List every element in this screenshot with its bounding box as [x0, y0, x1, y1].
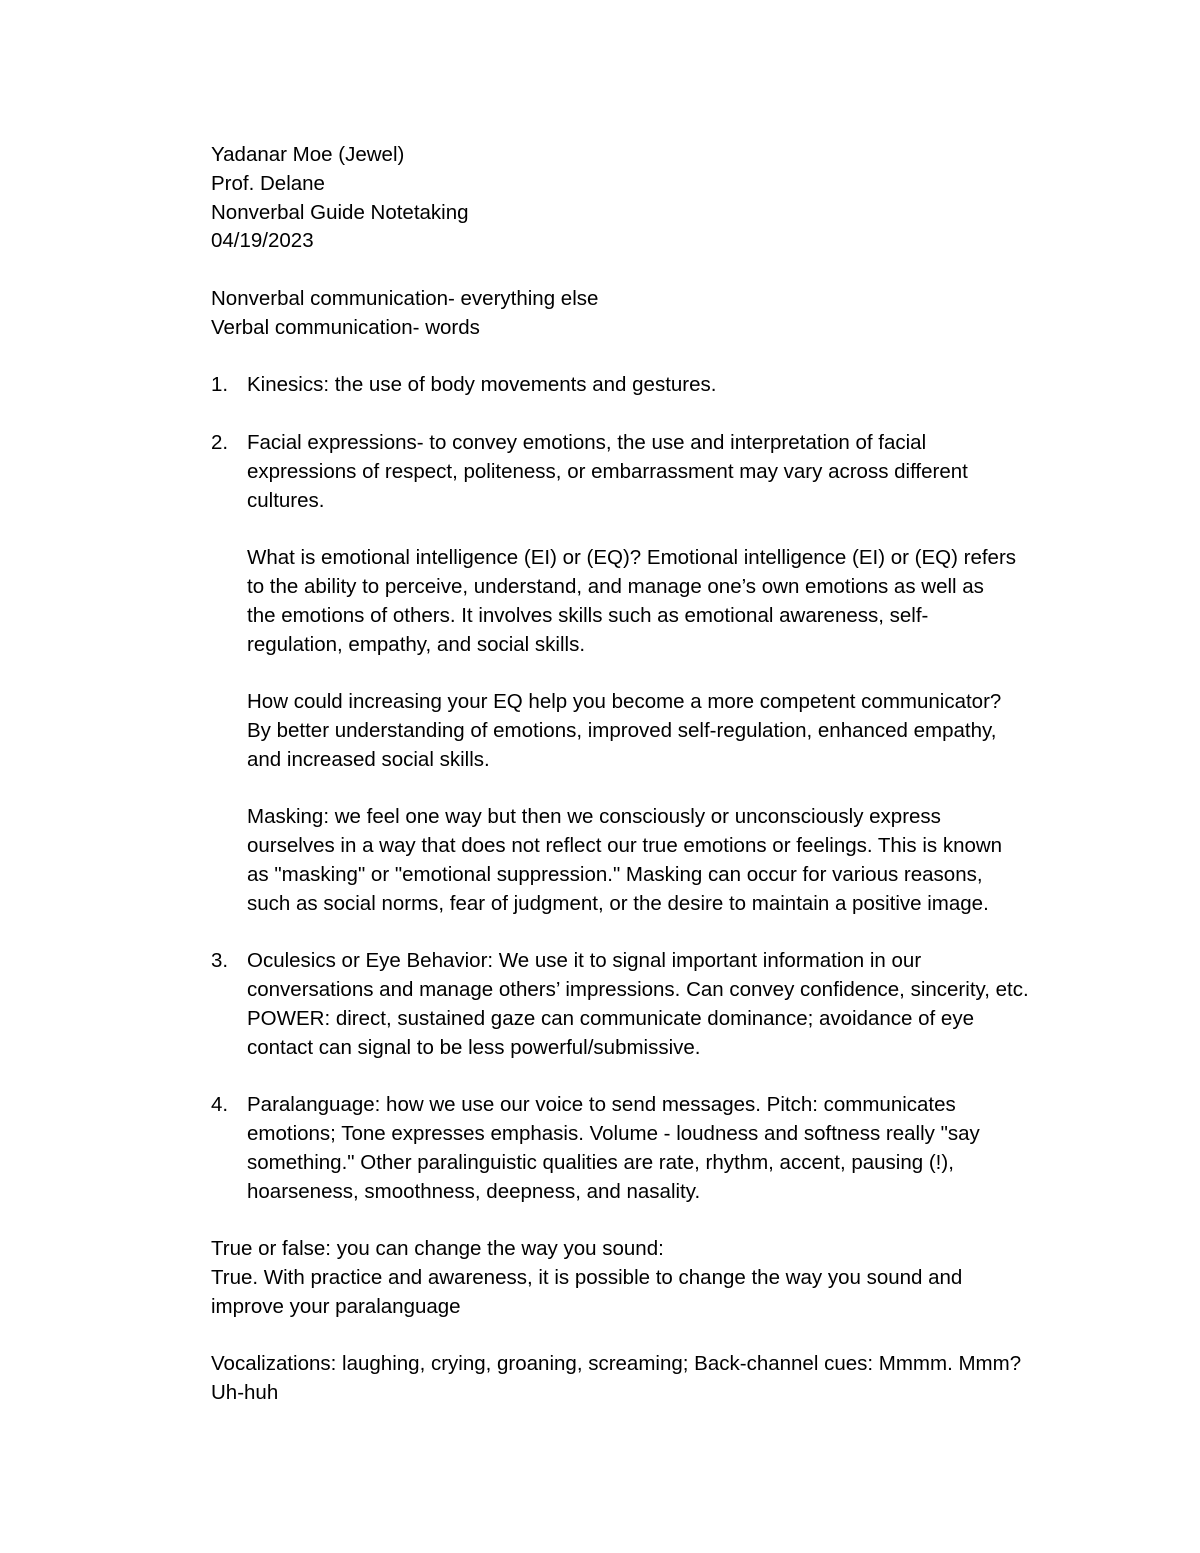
list-number: 4.: [211, 1093, 229, 1117]
list-text-line: emotions; Tone expresses emphasis. Volume - loudness and softness really "say: [247, 1122, 980, 1146]
paragraph-line: and increased social skills.: [247, 747, 490, 771]
list-text-line: Facial expressions- to convey emotions, the use and interpretation of facial: [247, 430, 927, 454]
list-text-line: conversations and manage others’ impressions. Can convey confidence, sincerity, etc.: [247, 978, 1029, 1002]
list-text-line: Paralanguage: how we use our voice to send messages. Pitch: communicates: [247, 1093, 956, 1117]
paragraph-masking: [247, 803, 1081, 918]
professor-name: Prof. Delane: [211, 171, 325, 195]
intro-line: Verbal communication- words: [211, 315, 480, 339]
spacer: [247, 775, 1081, 804]
paragraph-line: What is emotional intelligence (EI) or (EQ)? Emotional intelligence (EI) or (EQ) refers: [247, 546, 1017, 570]
spacer: [247, 659, 1081, 688]
list-text-line: Oculesics or Eye Behavior: We use it to signal important information in our: [247, 949, 922, 973]
vocalizations-line: Uh-huh: [211, 1381, 279, 1405]
list-item-facial-expressions: [211, 429, 1081, 919]
list-text-line: Kinesics: the use of body movements and gestures.: [247, 373, 717, 397]
header-block: [211, 141, 1081, 256]
list-item-kinesics: [211, 371, 1081, 400]
spacer: [211, 1322, 1081, 1351]
paragraph-line: How could increasing your EQ help you become a more competent communicator?: [247, 690, 1002, 714]
list-number: 2.: [211, 430, 229, 454]
document-body: [211, 141, 1081, 1408]
list-text-line: contact can signal to be less powerful/submissive.: [247, 1035, 701, 1059]
intro-block: [211, 285, 1081, 343]
paragraph-line: Masking: we feel one way but then we consciously or unconsciously express: [247, 805, 941, 829]
list-item-oculesics: [211, 947, 1081, 1062]
paragraph-line: the emotions of others. It involves skills such as emotional awareness, self-: [247, 603, 929, 627]
paragraph-line: to the ability to perceive, understand, and manage one’s own emotions as well as: [247, 574, 984, 598]
spacer: [247, 515, 1081, 544]
author-name: Yadanar Moe (Jewel): [211, 143, 405, 166]
vocalizations-block: [211, 1350, 1081, 1408]
spacer: [211, 343, 1081, 372]
list-text-line: expressions of respect, politeness, or embarrassment may vary across different: [247, 459, 968, 483]
spacer: [211, 1206, 1081, 1235]
list-number: 1.: [211, 373, 229, 397]
spacer: [211, 1063, 1081, 1092]
document-date: 04/19/2023: [211, 229, 314, 253]
list-text-line: hoarseness, smoothness, deepness, and nasality.: [247, 1179, 701, 1203]
true-false-answer-line: improve your paralanguage: [211, 1294, 461, 1318]
spacer: [211, 256, 1081, 285]
spacer: [211, 400, 1081, 429]
document-title: Nonverbal Guide Notetaking: [211, 200, 469, 224]
paragraph-line: ourselves in a way that does not reflect our true emotions or feelings. This is known: [247, 834, 1003, 858]
list-text-line: cultures.: [247, 488, 325, 512]
paragraph-line: such as social norms, fear of judgment, or the desire to maintain a positive image.: [247, 891, 989, 915]
list-text-line: POWER: direct, sustained gaze can communicate dominance; avoidance of eye: [247, 1006, 974, 1030]
list-item-paralanguage: [211, 1091, 1081, 1206]
intro-line: Nonverbal communication- everything else: [211, 286, 599, 310]
paragraph-eq-communicator: [247, 688, 1081, 774]
paragraph-line: as "masking" or "emotional suppression." Masking can occur for various reasons,: [247, 862, 983, 886]
true-false-question: True or false: you can change the way you sound:: [211, 1237, 664, 1261]
true-false-block: [211, 1235, 1081, 1321]
paragraph-line: regulation, empathy, and social skills.: [247, 632, 586, 656]
true-false-answer-line: True. With practice and awareness, it is possible to change the way you sound and: [211, 1266, 963, 1290]
paragraph-line: By better understanding of emotions, improved self-regulation, enhanced empathy,: [247, 718, 997, 742]
list-number: 3.: [211, 949, 229, 973]
list-text-line: something." Other paralinguistic qualities are rate, rhythm, accent, pausing (!),: [247, 1150, 954, 1174]
vocalizations-line: Vocalizations: laughing, crying, groaning, screaming; Back-channel cues: Mmmm. Mmm?: [211, 1352, 1022, 1376]
paragraph-emotional-intelligence: [247, 544, 1081, 659]
spacer: [211, 919, 1081, 948]
